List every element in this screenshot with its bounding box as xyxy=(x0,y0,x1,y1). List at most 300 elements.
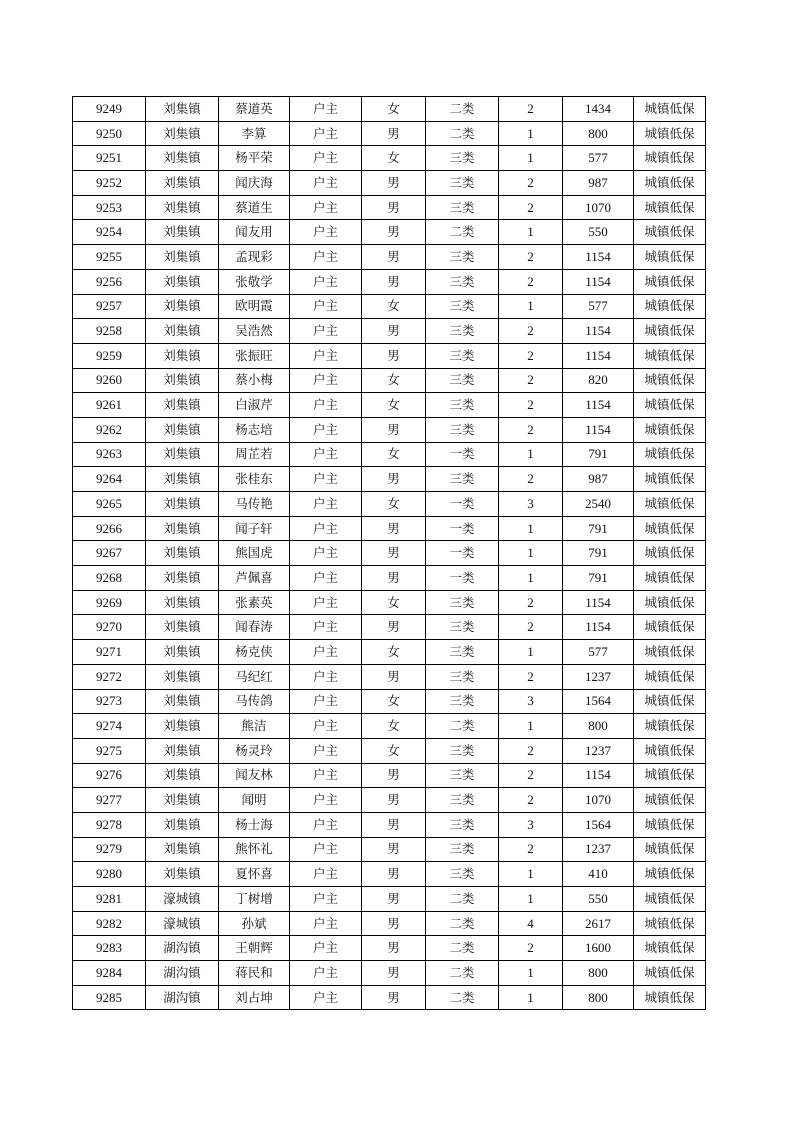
household-size-cell: 1 xyxy=(499,985,563,1010)
record-id-cell: 9264 xyxy=(73,467,146,492)
table-row xyxy=(73,294,706,319)
assistance-type-cell: 城镇低保 xyxy=(634,97,706,122)
record-id-cell: 9267 xyxy=(73,541,146,566)
household-size-cell: 3 xyxy=(499,492,563,517)
town-cell: 刘集镇 xyxy=(146,788,219,813)
table-row xyxy=(73,442,706,467)
name-cell: 杨灵玲 xyxy=(219,738,290,763)
gender-cell: 女 xyxy=(362,442,426,467)
relation-cell: 户主 xyxy=(290,590,362,615)
household-size-cell: 4 xyxy=(499,911,563,936)
relation-cell: 户主 xyxy=(290,417,362,442)
household-size-cell: 1 xyxy=(499,640,563,665)
town-cell: 濠城镇 xyxy=(146,911,219,936)
amount-cell: 2540 xyxy=(563,492,634,517)
relation-cell: 户主 xyxy=(290,220,362,245)
town-cell: 刘集镇 xyxy=(146,590,219,615)
name-cell: 白淑芹 xyxy=(219,393,290,418)
assistance-type-cell: 城镇低保 xyxy=(634,417,706,442)
town-cell: 刘集镇 xyxy=(146,171,219,196)
amount-cell: 1434 xyxy=(563,97,634,122)
gender-cell: 男 xyxy=(362,319,426,344)
assistance-type-cell: 城镇低保 xyxy=(634,936,706,961)
amount-cell: 2617 xyxy=(563,911,634,936)
amount-cell: 800 xyxy=(563,961,634,986)
household-size-cell: 2 xyxy=(499,245,563,270)
town-cell: 湖沟镇 xyxy=(146,936,219,961)
record-id-cell: 9261 xyxy=(73,393,146,418)
category-cell: 三类 xyxy=(426,146,499,171)
category-cell: 三类 xyxy=(426,393,499,418)
name-cell: 蒋民和 xyxy=(219,961,290,986)
amount-cell: 800 xyxy=(563,121,634,146)
gender-cell: 女 xyxy=(362,640,426,665)
town-cell: 刘集镇 xyxy=(146,319,219,344)
table-row xyxy=(73,541,706,566)
gender-cell: 男 xyxy=(362,837,426,862)
category-cell: 三类 xyxy=(426,269,499,294)
assistance-type-cell: 城镇低保 xyxy=(634,195,706,220)
name-cell: 闻明 xyxy=(219,788,290,813)
name-cell: 李算 xyxy=(219,121,290,146)
town-cell: 刘集镇 xyxy=(146,492,219,517)
household-size-cell: 2 xyxy=(499,417,563,442)
relation-cell: 户主 xyxy=(290,837,362,862)
relation-cell: 户主 xyxy=(290,245,362,270)
record-id-cell: 9256 xyxy=(73,269,146,294)
town-cell: 刘集镇 xyxy=(146,121,219,146)
household-size-cell: 1 xyxy=(499,961,563,986)
table-row xyxy=(73,911,706,936)
name-cell: 芦佩喜 xyxy=(219,566,290,591)
town-cell: 刘集镇 xyxy=(146,294,219,319)
assistance-type-cell: 城镇低保 xyxy=(634,566,706,591)
record-id-cell: 9259 xyxy=(73,343,146,368)
category-cell: 三类 xyxy=(426,343,499,368)
relation-cell: 户主 xyxy=(290,516,362,541)
category-cell: 一类 xyxy=(426,541,499,566)
record-id-cell: 9285 xyxy=(73,985,146,1010)
assistance-type-cell: 城镇低保 xyxy=(634,911,706,936)
name-cell: 马传鸽 xyxy=(219,689,290,714)
assistance-type-cell: 城镇低保 xyxy=(634,146,706,171)
household-size-cell: 1 xyxy=(499,220,563,245)
table-row xyxy=(73,961,706,986)
category-cell: 一类 xyxy=(426,492,499,517)
town-cell: 刘集镇 xyxy=(146,615,219,640)
gender-cell: 男 xyxy=(362,911,426,936)
amount-cell: 1154 xyxy=(563,393,634,418)
amount-cell: 1070 xyxy=(563,195,634,220)
relation-cell: 户主 xyxy=(290,615,362,640)
relation-cell: 户主 xyxy=(290,171,362,196)
gender-cell: 男 xyxy=(362,220,426,245)
category-cell: 三类 xyxy=(426,689,499,714)
category-cell: 三类 xyxy=(426,368,499,393)
table-row xyxy=(73,492,706,517)
assistance-type-cell: 城镇低保 xyxy=(634,887,706,912)
name-cell: 夏怀喜 xyxy=(219,862,290,887)
town-cell: 刘集镇 xyxy=(146,862,219,887)
gender-cell: 女 xyxy=(362,368,426,393)
assistance-type-cell: 城镇低保 xyxy=(634,664,706,689)
relation-cell: 户主 xyxy=(290,442,362,467)
gender-cell: 男 xyxy=(362,467,426,492)
assistance-type-cell: 城镇低保 xyxy=(634,269,706,294)
amount-cell: 1154 xyxy=(563,590,634,615)
category-cell: 三类 xyxy=(426,837,499,862)
record-id-cell: 9269 xyxy=(73,590,146,615)
assistance-type-cell: 城镇低保 xyxy=(634,121,706,146)
assistance-type-cell: 城镇低保 xyxy=(634,393,706,418)
assistance-type-cell: 城镇低保 xyxy=(634,714,706,739)
assistance-type-cell: 城镇低保 xyxy=(634,640,706,665)
table-row xyxy=(73,788,706,813)
assistance-type-cell: 城镇低保 xyxy=(634,812,706,837)
household-size-cell: 2 xyxy=(499,368,563,393)
assistance-type-cell: 城镇低保 xyxy=(634,467,706,492)
town-cell: 刘集镇 xyxy=(146,393,219,418)
name-cell: 周芷若 xyxy=(219,442,290,467)
category-cell: 二类 xyxy=(426,985,499,1010)
relation-cell: 户主 xyxy=(290,566,362,591)
relation-cell: 户主 xyxy=(290,985,362,1010)
gender-cell: 女 xyxy=(362,492,426,517)
household-size-cell: 1 xyxy=(499,714,563,739)
gender-cell: 男 xyxy=(362,171,426,196)
assistance-type-cell: 城镇低保 xyxy=(634,220,706,245)
assistance-type-cell: 城镇低保 xyxy=(634,343,706,368)
category-cell: 三类 xyxy=(426,294,499,319)
relation-cell: 户主 xyxy=(290,269,362,294)
name-cell: 闻子轩 xyxy=(219,516,290,541)
gender-cell: 女 xyxy=(362,689,426,714)
gender-cell: 男 xyxy=(362,812,426,837)
table-row xyxy=(73,195,706,220)
gender-cell: 男 xyxy=(362,417,426,442)
name-cell: 杨士海 xyxy=(219,812,290,837)
table-row xyxy=(73,887,706,912)
relation-cell: 户主 xyxy=(290,714,362,739)
amount-cell: 1237 xyxy=(563,738,634,763)
amount-cell: 410 xyxy=(563,862,634,887)
category-cell: 三类 xyxy=(426,171,499,196)
record-id-cell: 9279 xyxy=(73,837,146,862)
category-cell: 二类 xyxy=(426,220,499,245)
record-id-cell: 9271 xyxy=(73,640,146,665)
household-size-cell: 2 xyxy=(499,590,563,615)
amount-cell: 550 xyxy=(563,887,634,912)
gender-cell: 男 xyxy=(362,269,426,294)
town-cell: 刘集镇 xyxy=(146,467,219,492)
town-cell: 湖沟镇 xyxy=(146,985,219,1010)
relation-cell: 户主 xyxy=(290,961,362,986)
category-cell: 二类 xyxy=(426,714,499,739)
record-id-cell: 9284 xyxy=(73,961,146,986)
town-cell: 刘集镇 xyxy=(146,566,219,591)
relation-cell: 户主 xyxy=(290,121,362,146)
category-cell: 二类 xyxy=(426,936,499,961)
gender-cell: 男 xyxy=(362,788,426,813)
household-size-cell: 1 xyxy=(499,516,563,541)
amount-cell: 577 xyxy=(563,146,634,171)
assistance-type-cell: 城镇低保 xyxy=(634,763,706,788)
town-cell: 刘集镇 xyxy=(146,220,219,245)
gender-cell: 男 xyxy=(362,961,426,986)
assistance-type-cell: 城镇低保 xyxy=(634,319,706,344)
amount-cell: 791 xyxy=(563,516,634,541)
household-size-cell: 2 xyxy=(499,837,563,862)
name-cell: 熊国虎 xyxy=(219,541,290,566)
gender-cell: 男 xyxy=(362,862,426,887)
record-id-cell: 9251 xyxy=(73,146,146,171)
relation-cell: 户主 xyxy=(290,294,362,319)
table-row xyxy=(73,319,706,344)
household-size-cell: 1 xyxy=(499,442,563,467)
amount-cell: 987 xyxy=(563,467,634,492)
category-cell: 三类 xyxy=(426,640,499,665)
category-cell: 三类 xyxy=(426,664,499,689)
category-cell: 三类 xyxy=(426,245,499,270)
record-id-cell: 9281 xyxy=(73,887,146,912)
category-cell: 二类 xyxy=(426,121,499,146)
category-cell: 三类 xyxy=(426,319,499,344)
category-cell: 三类 xyxy=(426,467,499,492)
gender-cell: 女 xyxy=(362,590,426,615)
table-row xyxy=(73,467,706,492)
town-cell: 刘集镇 xyxy=(146,541,219,566)
record-id-cell: 9266 xyxy=(73,516,146,541)
relation-cell: 户主 xyxy=(290,738,362,763)
amount-cell: 1600 xyxy=(563,936,634,961)
name-cell: 闻庆海 xyxy=(219,171,290,196)
assistance-type-cell: 城镇低保 xyxy=(634,615,706,640)
town-cell: 濠城镇 xyxy=(146,887,219,912)
household-size-cell: 2 xyxy=(499,467,563,492)
household-size-cell: 2 xyxy=(499,343,563,368)
amount-cell: 550 xyxy=(563,220,634,245)
category-cell: 一类 xyxy=(426,516,499,541)
town-cell: 刘集镇 xyxy=(146,812,219,837)
household-size-cell: 3 xyxy=(499,689,563,714)
amount-cell: 1154 xyxy=(563,763,634,788)
record-id-cell: 9275 xyxy=(73,738,146,763)
name-cell: 孙斌 xyxy=(219,911,290,936)
table-row xyxy=(73,936,706,961)
category-cell: 三类 xyxy=(426,788,499,813)
category-cell: 一类 xyxy=(426,566,499,591)
household-size-cell: 2 xyxy=(499,97,563,122)
gender-cell: 女 xyxy=(362,146,426,171)
relation-cell: 户主 xyxy=(290,146,362,171)
town-cell: 刘集镇 xyxy=(146,714,219,739)
table-row xyxy=(73,146,706,171)
name-cell: 蔡道生 xyxy=(219,195,290,220)
gender-cell: 男 xyxy=(362,245,426,270)
table-body xyxy=(73,97,706,1010)
assistance-type-cell: 城镇低保 xyxy=(634,492,706,517)
name-cell: 张桂东 xyxy=(219,467,290,492)
category-cell: 三类 xyxy=(426,763,499,788)
amount-cell: 1154 xyxy=(563,319,634,344)
table-row xyxy=(73,121,706,146)
household-size-cell: 1 xyxy=(499,862,563,887)
amount-cell: 1154 xyxy=(563,245,634,270)
amount-cell: 1154 xyxy=(563,343,634,368)
assistance-type-cell: 城镇低保 xyxy=(634,837,706,862)
household-size-cell: 2 xyxy=(499,393,563,418)
table-row xyxy=(73,862,706,887)
gender-cell: 男 xyxy=(362,566,426,591)
town-cell: 刘集镇 xyxy=(146,269,219,294)
amount-cell: 987 xyxy=(563,171,634,196)
record-id-cell: 9252 xyxy=(73,171,146,196)
assistance-type-cell: 城镇低保 xyxy=(634,590,706,615)
assistance-type-cell: 城镇低保 xyxy=(634,368,706,393)
gender-cell: 男 xyxy=(362,195,426,220)
town-cell: 刘集镇 xyxy=(146,195,219,220)
household-size-cell: 1 xyxy=(499,294,563,319)
category-cell: 三类 xyxy=(426,862,499,887)
gender-cell: 女 xyxy=(362,97,426,122)
gender-cell: 男 xyxy=(362,343,426,368)
table-row xyxy=(73,812,706,837)
gender-cell: 女 xyxy=(362,714,426,739)
amount-cell: 800 xyxy=(563,714,634,739)
record-id-cell: 9265 xyxy=(73,492,146,517)
assistance-type-cell: 城镇低保 xyxy=(634,294,706,319)
assistance-type-cell: 城镇低保 xyxy=(634,541,706,566)
amount-cell: 1154 xyxy=(563,269,634,294)
name-cell: 吴浩然 xyxy=(219,319,290,344)
record-id-cell: 9270 xyxy=(73,615,146,640)
amount-cell: 577 xyxy=(563,640,634,665)
relation-cell: 户主 xyxy=(290,689,362,714)
name-cell: 张敬学 xyxy=(219,269,290,294)
name-cell: 闻友林 xyxy=(219,763,290,788)
record-id-cell: 9278 xyxy=(73,812,146,837)
amount-cell: 1237 xyxy=(563,837,634,862)
relation-cell: 户主 xyxy=(290,195,362,220)
name-cell: 丁树增 xyxy=(219,887,290,912)
relation-cell: 户主 xyxy=(290,541,362,566)
assistance-type-cell: 城镇低保 xyxy=(634,788,706,813)
name-cell: 杨克侠 xyxy=(219,640,290,665)
household-size-cell: 2 xyxy=(499,319,563,344)
assistance-type-cell: 城镇低保 xyxy=(634,245,706,270)
table-row xyxy=(73,738,706,763)
name-cell: 杨志培 xyxy=(219,417,290,442)
table-row xyxy=(73,714,706,739)
household-size-cell: 2 xyxy=(499,788,563,813)
assistance-type-cell: 城镇低保 xyxy=(634,985,706,1010)
town-cell: 刘集镇 xyxy=(146,837,219,862)
gender-cell: 男 xyxy=(362,887,426,912)
household-size-cell: 2 xyxy=(499,615,563,640)
name-cell: 王朝辉 xyxy=(219,936,290,961)
category-cell: 三类 xyxy=(426,812,499,837)
table-row xyxy=(73,985,706,1010)
household-size-cell: 1 xyxy=(499,887,563,912)
relation-cell: 户主 xyxy=(290,911,362,936)
record-id-cell: 9282 xyxy=(73,911,146,936)
table-row xyxy=(73,393,706,418)
category-cell: 三类 xyxy=(426,417,499,442)
town-cell: 刘集镇 xyxy=(146,516,219,541)
name-cell: 蔡小梅 xyxy=(219,368,290,393)
table-row xyxy=(73,417,706,442)
table-row xyxy=(73,689,706,714)
household-size-cell: 2 xyxy=(499,936,563,961)
category-cell: 一类 xyxy=(426,442,499,467)
relation-cell: 户主 xyxy=(290,467,362,492)
name-cell: 熊洁 xyxy=(219,714,290,739)
category-cell: 二类 xyxy=(426,887,499,912)
gender-cell: 女 xyxy=(362,738,426,763)
relation-cell: 户主 xyxy=(290,763,362,788)
household-size-cell: 3 xyxy=(499,812,563,837)
category-cell: 三类 xyxy=(426,738,499,763)
name-cell: 熊怀礼 xyxy=(219,837,290,862)
table-row xyxy=(73,516,706,541)
household-size-cell: 2 xyxy=(499,738,563,763)
assistance-type-cell: 城镇低保 xyxy=(634,689,706,714)
town-cell: 刘集镇 xyxy=(146,97,219,122)
household-size-cell: 1 xyxy=(499,146,563,171)
record-id-cell: 9254 xyxy=(73,220,146,245)
record-id-cell: 9277 xyxy=(73,788,146,813)
amount-cell: 820 xyxy=(563,368,634,393)
amount-cell: 791 xyxy=(563,541,634,566)
relation-cell: 户主 xyxy=(290,862,362,887)
record-id-cell: 9250 xyxy=(73,121,146,146)
town-cell: 刘集镇 xyxy=(146,146,219,171)
assistance-type-cell: 城镇低保 xyxy=(634,442,706,467)
town-cell: 刘集镇 xyxy=(146,442,219,467)
household-size-cell: 2 xyxy=(499,171,563,196)
record-id-cell: 9253 xyxy=(73,195,146,220)
gender-cell: 男 xyxy=(362,121,426,146)
data-table xyxy=(72,96,706,1010)
name-cell: 孟现彩 xyxy=(219,245,290,270)
assistance-type-cell: 城镇低保 xyxy=(634,738,706,763)
category-cell: 二类 xyxy=(426,97,499,122)
relation-cell: 户主 xyxy=(290,319,362,344)
town-cell: 刘集镇 xyxy=(146,417,219,442)
town-cell: 湖沟镇 xyxy=(146,961,219,986)
category-cell: 二类 xyxy=(426,911,499,936)
table-row xyxy=(73,97,706,122)
town-cell: 刘集镇 xyxy=(146,664,219,689)
relation-cell: 户主 xyxy=(290,97,362,122)
table-row xyxy=(73,640,706,665)
relation-cell: 户主 xyxy=(290,887,362,912)
category-cell: 三类 xyxy=(426,615,499,640)
name-cell: 闻春涛 xyxy=(219,615,290,640)
table-row xyxy=(73,664,706,689)
table-row xyxy=(73,343,706,368)
record-id-cell: 9283 xyxy=(73,936,146,961)
relation-cell: 户主 xyxy=(290,368,362,393)
name-cell: 欧明霞 xyxy=(219,294,290,319)
household-size-cell: 2 xyxy=(499,763,563,788)
town-cell: 刘集镇 xyxy=(146,245,219,270)
gender-cell: 男 xyxy=(362,985,426,1010)
town-cell: 刘集镇 xyxy=(146,689,219,714)
amount-cell: 800 xyxy=(563,985,634,1010)
record-id-cell: 9273 xyxy=(73,689,146,714)
relation-cell: 户主 xyxy=(290,812,362,837)
